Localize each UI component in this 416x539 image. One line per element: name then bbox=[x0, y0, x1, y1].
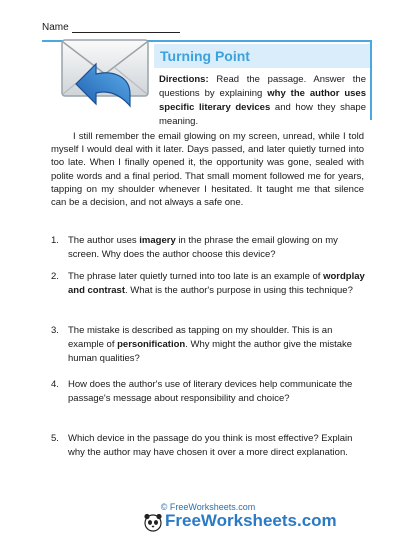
question-4 bbox=[51, 378, 367, 406]
question-text bbox=[51, 234, 367, 262]
question-text bbox=[51, 270, 367, 298]
logo-text bbox=[165, 511, 337, 531]
question-text: How does the author's use of literary devices help communicate the passage's message about responsibility and choice? bbox=[68, 379, 353, 404]
question-1 bbox=[51, 234, 367, 262]
question-text: Which device in the passage do you think is most effective? Explain why the author may have chosen it over a more direct explanation. bbox=[68, 433, 353, 458]
directions-part1: Read the passage. Answer the questions by explaining bbox=[159, 74, 366, 99]
page-title: Turning Point bbox=[160, 48, 250, 64]
name-line[interactable] bbox=[72, 23, 180, 33]
question-text-a: The phrase later quietly turned into too late is an example of bbox=[68, 271, 324, 282]
question-text-a: The author uses bbox=[68, 235, 140, 246]
question-text-c: . Why might the author give the mistake human qualities? bbox=[68, 339, 353, 364]
question-text-a: The mistake is described as tapping on my shoulder. This is an example of bbox=[68, 325, 333, 350]
question-number: 1. bbox=[51, 235, 59, 246]
directions-part2: and how they shape meaning. bbox=[159, 102, 366, 127]
question-device: wordplay and contrast bbox=[68, 271, 365, 296]
panda-icon bbox=[143, 512, 163, 532]
question-text-c: . What is the author's purpose in using this technique? bbox=[125, 285, 353, 296]
question-5 bbox=[51, 432, 367, 460]
question-device: personification bbox=[117, 339, 186, 350]
question-text bbox=[51, 324, 367, 366]
logo-suffix: .com bbox=[296, 511, 337, 530]
question-number: 3. bbox=[51, 325, 59, 336]
footer-url[interactable]: © FreeWorksheets.com bbox=[160, 502, 256, 512]
email-reply-icon bbox=[58, 34, 154, 119]
passage: I still remember the email glowing on my screen, unread, while I told myself I would deal with it later. Days passed, and later quietly turned into too late. When I finally opened it, the opportunity was gone, sealed with polite words and a final period. That small moment followed me for years, tapping on my shoulder whenever I hesitated. It taught me that silence can be a decision, and not always a safe one. bbox=[51, 131, 364, 209]
logo-main: FreeWorksheets bbox=[165, 511, 297, 530]
name-label: Name bbox=[42, 22, 69, 33]
directions-label: Directions: bbox=[159, 74, 209, 85]
site-logo bbox=[143, 511, 337, 533]
question-number: 4. bbox=[51, 379, 59, 390]
question-2 bbox=[51, 270, 367, 298]
directions-bold: why the author uses specific literary devices bbox=[159, 88, 366, 113]
question-text-c: in the phrase the email glowing on my screen. Why does the author choose this device? bbox=[68, 235, 338, 260]
question-3 bbox=[51, 324, 367, 366]
question-device: imagery bbox=[139, 235, 176, 246]
question-number: 2. bbox=[51, 271, 59, 282]
name-row bbox=[42, 22, 180, 33]
directions bbox=[159, 73, 366, 129]
question-number: 5. bbox=[51, 433, 59, 444]
